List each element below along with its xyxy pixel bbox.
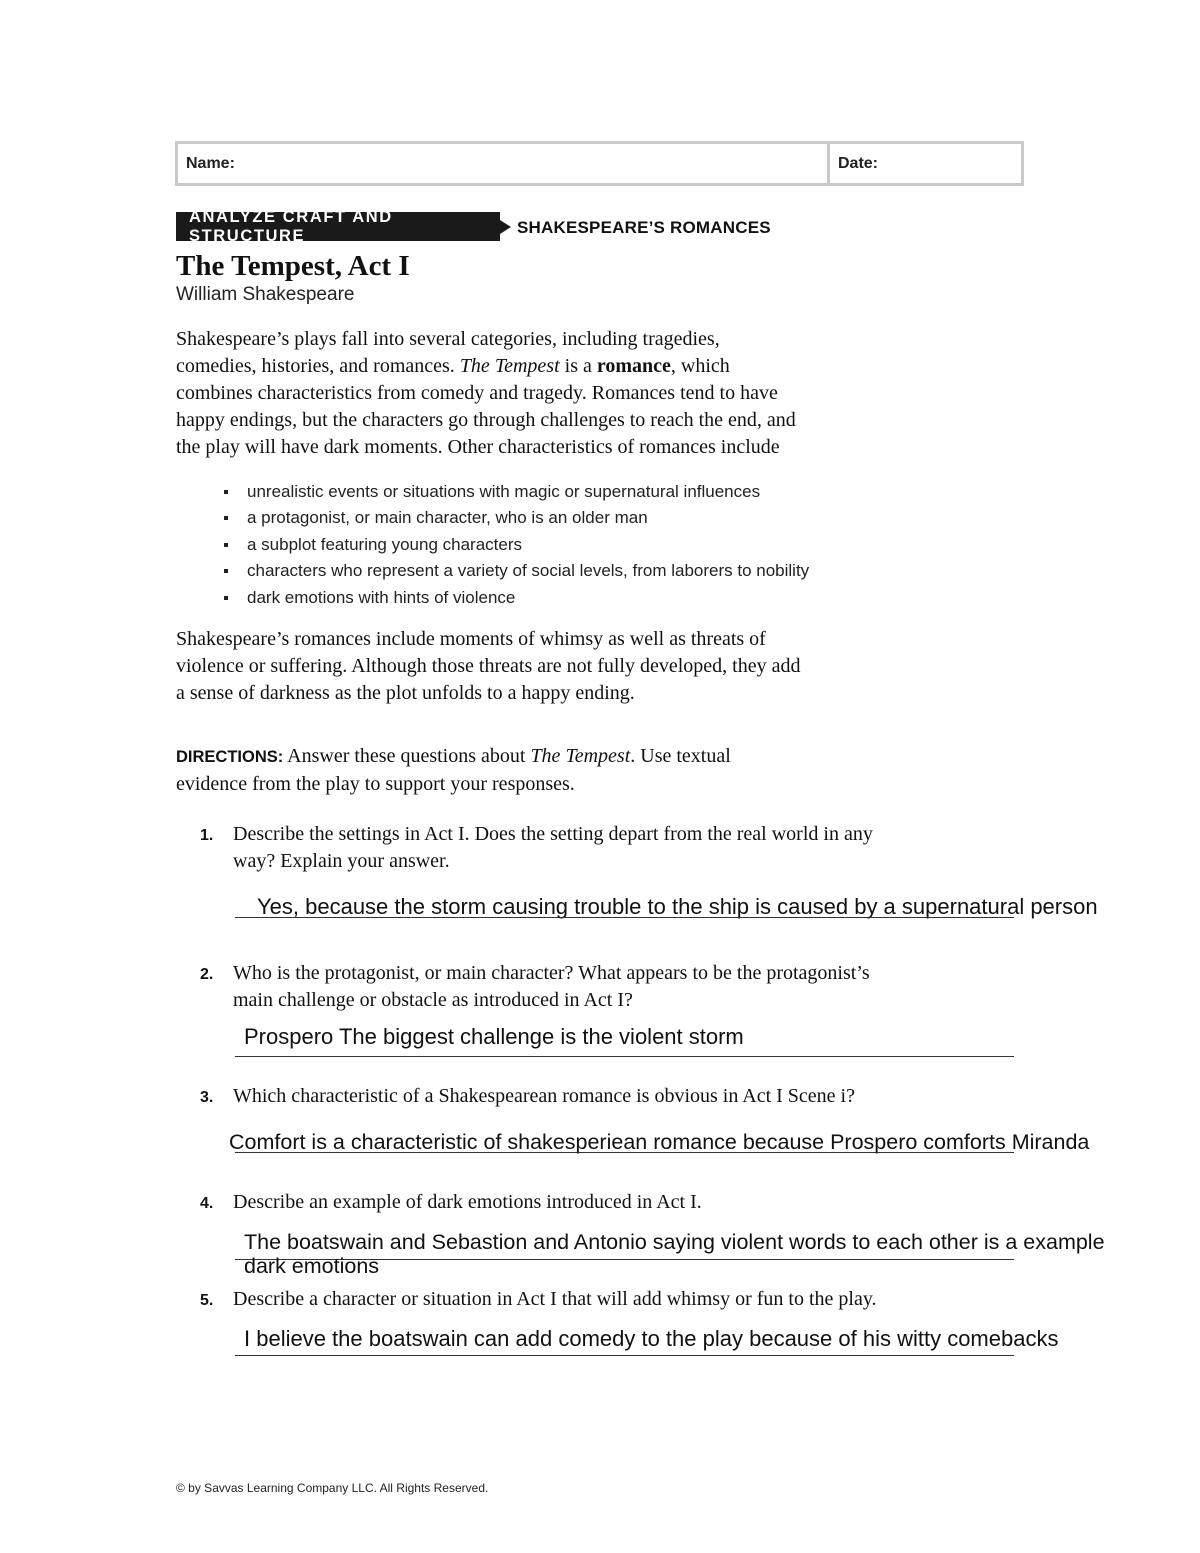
intro-paragraph xyxy=(176,326,936,461)
directions-label: DIRECTIONS: xyxy=(176,748,284,766)
directions: DIRECTIONS: Answer these questions about The Tempest. Use textual evidence from the play to support your responses. xyxy=(176,743,936,798)
list-item: a protagonist, or main character, who is an older man xyxy=(222,505,809,531)
author-name: William Shakespeare xyxy=(176,284,355,305)
question-1 xyxy=(200,821,1000,875)
copyright-footer: © by Savvas Learning Company LLC. All Rights Reserved. xyxy=(176,1481,489,1495)
question-number: 3. xyxy=(200,1089,214,1106)
list-item: dark emotions with hints of violence xyxy=(222,585,809,611)
question-text: Which characteristic of a Shakespearean romance is obvious in Act I Scene i? xyxy=(233,1085,855,1107)
answer-4[interactable]: The boatswain and Sebastion and Antonio saying violent words to each other is a example xyxy=(244,1230,1105,1254)
question-text: Describe an example of dark emotions introduced in Act I. xyxy=(233,1191,702,1213)
banner-arrow-icon xyxy=(500,220,511,234)
intro-line: Shakespeare’s plays fall into several categories, including tragedies, xyxy=(176,328,720,350)
question-5 xyxy=(200,1286,1000,1313)
intro-line: happy endings, but the characters go through challenges to reach the end, and xyxy=(176,409,796,431)
answer-line-2 xyxy=(235,1056,1014,1057)
paragraph-line: Shakespeare’s romances include moments of whimsy as well as threats of xyxy=(176,628,766,650)
name-field[interactable] xyxy=(178,144,830,183)
banner-section-label: ANALYZE CRAFT AND STRUCTURE xyxy=(176,212,500,241)
paragraph-line: violence or suffering. Although those threats are not fully developed, they add xyxy=(176,655,801,677)
answer-line-1 xyxy=(235,917,1014,918)
question-text: Describe a character or situation in Act I that will add whimsy or fun to the play. xyxy=(233,1288,877,1310)
page-title: The Tempest, Act I xyxy=(176,250,410,282)
question-2 xyxy=(200,960,1000,1014)
name-label: Name: xyxy=(186,154,235,172)
intro-line: comedies, histories, and romances. The Tempest is a romance, which xyxy=(176,355,730,377)
question-3 xyxy=(200,1083,1000,1110)
section-banner xyxy=(176,207,771,245)
answer-line-3 xyxy=(235,1152,1014,1153)
answer-1[interactable]: Yes, because the storm causing trouble to the ship is caused by a supernatural person xyxy=(257,894,1098,919)
question-number: 2. xyxy=(200,966,214,983)
list-item: a subplot featuring young characters xyxy=(222,532,809,558)
question-text: Describe the settings in Act I. Does the setting depart from the real world in any way? Explain your answer. xyxy=(233,823,873,872)
date-field[interactable] xyxy=(830,144,1021,183)
date-label: Date: xyxy=(838,154,879,172)
intro-line: combines characteristics from comedy and tragedy. Romances tend to have xyxy=(176,382,778,404)
question-text: Who is the protagonist, or main character? What appears to be the protagonist’s main challenge or obstacle as introduced in Act I? xyxy=(233,962,870,1011)
answer-4-continued[interactable]: dark emotions xyxy=(244,1254,380,1278)
name-date-box xyxy=(175,141,1024,186)
answer-line-5 xyxy=(235,1355,1014,1356)
list-item: characters who represent a variety of social levels, from laborers to nobility xyxy=(222,558,809,584)
question-number: 1. xyxy=(200,827,214,844)
paragraph-line: a sense of darkness as the plot unfolds to a happy ending. xyxy=(176,682,635,704)
answer-5[interactable]: I believe the boatswain can add comedy to the play because of his witty comebacks xyxy=(244,1326,1059,1351)
intro-line: the play will have dark moments. Other characteristics of romances include xyxy=(176,436,780,458)
answer-2[interactable]: Prospero The biggest challenge is the violent storm xyxy=(244,1024,744,1049)
romance-paragraph xyxy=(176,626,936,707)
question-number: 5. xyxy=(200,1292,214,1309)
list-item: unrealistic events or situations with magic or supernatural influences xyxy=(222,479,809,505)
question-4 xyxy=(200,1189,1000,1216)
directions-line: evidence from the play to support your responses. xyxy=(176,773,575,795)
banner-topic-label: SHAKESPEARE’S ROMANCES xyxy=(517,217,771,237)
answer-3[interactable]: Comfort is a characteristic of shakesperiean romance because Prospero comforts Miranda xyxy=(229,1130,1090,1154)
characteristics-list xyxy=(222,479,809,611)
question-number: 4. xyxy=(200,1195,214,1212)
